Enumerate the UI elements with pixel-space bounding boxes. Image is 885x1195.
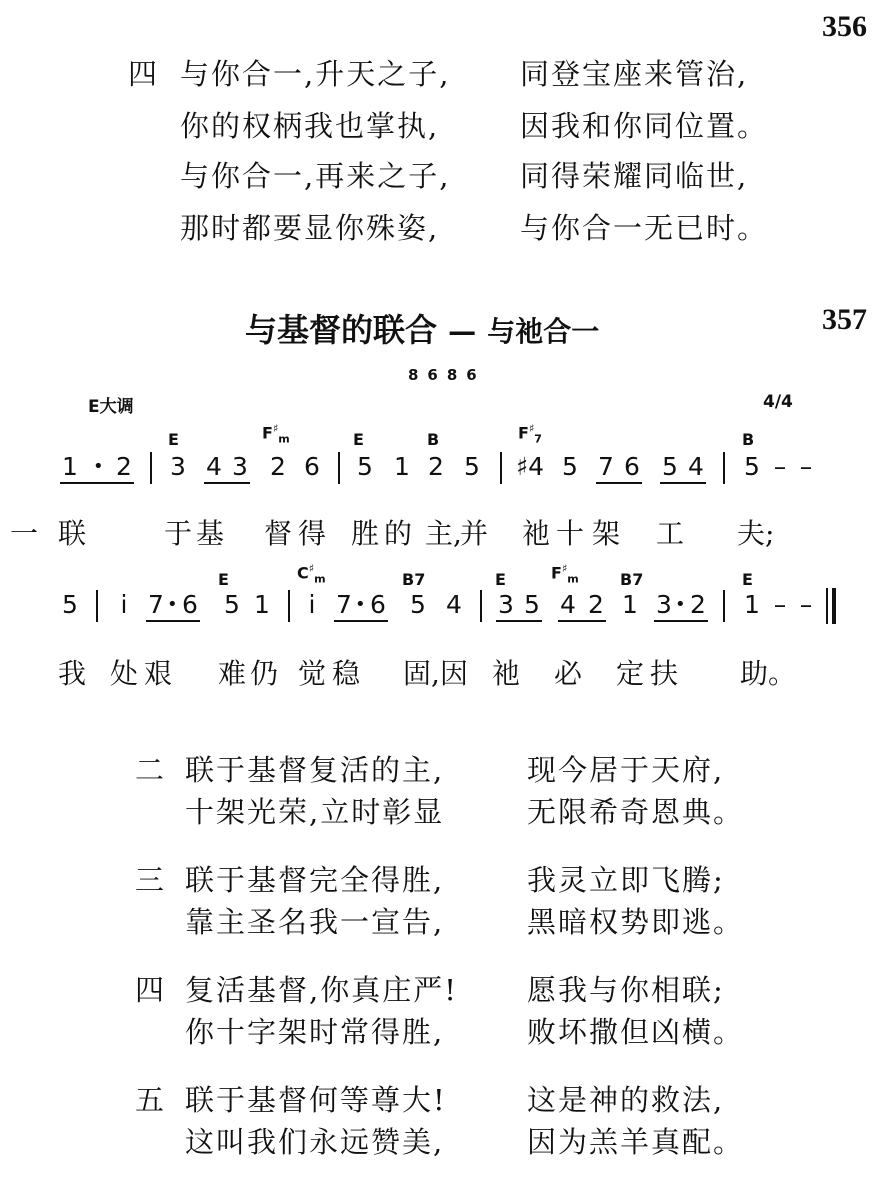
- verse-line-left: 联于基督何等尊大!: [185, 1083, 447, 1117]
- note: 1: [744, 590, 760, 619]
- chord: $F^♯_m$: [262, 422, 290, 446]
- note: 5: [62, 590, 78, 619]
- lyric: 十: [555, 517, 584, 550]
- verse-line-right: 同登宝座来管治,: [520, 57, 749, 91]
- beam-underline: [204, 482, 250, 484]
- lyric: 夫;: [737, 517, 775, 550]
- note: 5: [524, 590, 540, 619]
- note: 3: [498, 590, 514, 619]
- verse-line-right: 与你合一无已时。: [520, 211, 769, 245]
- note: 5: [357, 452, 373, 481]
- note: 2: [588, 590, 604, 619]
- beam-underline: [558, 620, 606, 622]
- lyric: 处: [109, 657, 138, 690]
- title-dash: —: [448, 315, 477, 348]
- note: 1: [394, 452, 410, 481]
- bar-line: [500, 452, 502, 484]
- lyric: 扶: [649, 657, 678, 690]
- lyric: 胜: [350, 517, 379, 550]
- lyric: 并: [459, 517, 488, 550]
- note: 4: [688, 452, 704, 481]
- note-dot: •: [167, 594, 178, 615]
- chord: E: [353, 430, 364, 449]
- beam-underline: [654, 620, 708, 622]
- lyric: 定: [615, 657, 644, 690]
- lyric: 督: [263, 517, 292, 550]
- lyric: 必: [553, 657, 582, 690]
- lyric: 觉: [297, 657, 326, 690]
- beam-underline: [146, 620, 200, 622]
- note: –: [773, 590, 787, 619]
- verse-line-right: 现今居于天府,: [527, 753, 725, 787]
- bar-line: [723, 590, 725, 622]
- verse-line-left: 联于基督完全得胜,: [185, 863, 445, 897]
- verse-line-right: 愿我与你相联;: [527, 973, 725, 1007]
- verse-line-right: 败坏撒但凶横。: [527, 1015, 745, 1049]
- lyric: 工: [655, 517, 684, 550]
- note: 7: [148, 590, 164, 619]
- verse-line-right: 因为羔羊真配。: [527, 1125, 745, 1159]
- note: 2: [270, 452, 286, 481]
- verse-line-left: 你的权柄我也掌执,: [180, 109, 440, 143]
- lyric: 一: [9, 517, 38, 550]
- note: 5: [744, 452, 760, 481]
- chord: B: [742, 430, 755, 449]
- lyric: 的: [383, 517, 412, 550]
- note: 5: [464, 452, 480, 481]
- bar-line: [150, 452, 152, 484]
- beam-underline: [596, 482, 642, 484]
- beam-underline: [334, 620, 388, 622]
- chord: $C^♯_m$: [297, 562, 326, 586]
- note: 1: [254, 590, 270, 619]
- note: 7: [336, 590, 352, 619]
- note: 6: [370, 590, 386, 619]
- bar-line: [723, 452, 725, 484]
- verse-line-left: 十架光荣,立时彰显: [185, 795, 445, 829]
- lyric: 助。: [740, 657, 797, 690]
- lyric: 架: [591, 517, 620, 550]
- time-signature: 4/4: [763, 392, 793, 412]
- lyric: 因: [439, 657, 468, 690]
- note: –: [773, 452, 787, 481]
- note-dot: •: [355, 594, 366, 615]
- verse-line-right: 无限希奇恩典。: [527, 795, 745, 829]
- prev-hymn-number: 356: [822, 10, 867, 43]
- hymn-title-block: [245, 305, 599, 351]
- bar-line: [480, 590, 482, 622]
- beam-underline: [660, 482, 706, 484]
- note: 3: [170, 452, 186, 481]
- note: 4: [446, 590, 462, 619]
- note: 1: [622, 590, 638, 619]
- chord: B7: [402, 570, 426, 589]
- bar-line: [288, 590, 290, 622]
- note-dot: •: [93, 456, 104, 477]
- chord: E: [168, 430, 179, 449]
- bar-line: [96, 590, 98, 622]
- note: 1: [62, 452, 78, 481]
- lyric: 主,: [425, 517, 462, 550]
- verse-number: 四: [135, 973, 165, 1007]
- lyric: 我: [57, 657, 86, 690]
- verse-line-left: 与你合一,升天之子,: [180, 57, 451, 91]
- verse-line-right: 黑暗权势即逃。: [527, 905, 745, 939]
- verse-line-left: 复活基督,你真庄严!: [185, 973, 458, 1007]
- beam-underline: [60, 482, 134, 484]
- verse-line-left: 你十字架时常得胜,: [185, 1015, 445, 1049]
- note: ♯4: [515, 452, 544, 481]
- note: 2: [690, 590, 706, 619]
- chord: E: [495, 570, 506, 589]
- lyric: 祂: [491, 657, 520, 690]
- lyric: 基: [195, 517, 224, 550]
- beam-underline: [496, 620, 542, 622]
- chord: E: [218, 570, 229, 589]
- final-bar-line: [832, 588, 836, 624]
- note: 3: [232, 452, 248, 481]
- chord: $F^♯_m$: [551, 562, 579, 586]
- lyric: 艰: [143, 657, 172, 690]
- note: 3: [656, 590, 672, 619]
- note: 5: [562, 452, 578, 481]
- verse-line-right: 这是神的救法,: [527, 1083, 725, 1117]
- lyric: 联: [57, 517, 86, 550]
- note: –: [799, 452, 813, 481]
- note: 4: [560, 590, 576, 619]
- note: 6: [182, 590, 198, 619]
- key-signature: E大调: [88, 397, 134, 417]
- lyric: 稳: [331, 657, 360, 690]
- note: 2: [116, 452, 132, 481]
- chord: E: [742, 570, 753, 589]
- lyric: 得: [297, 517, 326, 550]
- note: 5: [662, 452, 678, 481]
- final-bar-line: [826, 588, 828, 624]
- verse-number: 五: [135, 1083, 165, 1117]
- hymn-number: 357: [822, 303, 867, 336]
- chord: $F^♯_7$: [518, 422, 542, 446]
- note-dot: •: [675, 594, 686, 615]
- verse-line-right: 同得荣耀同临世,: [520, 159, 749, 193]
- verse-number: 二: [135, 753, 165, 787]
- verse-line-left: 那时都要显你殊姿,: [180, 211, 440, 245]
- verse-number: 三: [135, 863, 165, 897]
- note: 2: [428, 452, 444, 481]
- note: 4: [206, 452, 222, 481]
- verse-line-left: 联于基督复活的主,: [185, 753, 445, 787]
- lyric: 于: [163, 517, 192, 550]
- lyric: 祂: [521, 517, 550, 550]
- note: 5: [410, 590, 426, 619]
- verse-line-left: 靠主圣名我一宣告,: [185, 905, 445, 939]
- note: i: [120, 590, 128, 619]
- hymn-subtitle: 与祂合一: [487, 315, 600, 348]
- note: 6: [624, 452, 640, 481]
- meter: 8686: [408, 366, 486, 384]
- verse-number: 四: [128, 57, 158, 91]
- note: i: [308, 590, 316, 619]
- note: 5: [224, 590, 240, 619]
- verse-line-left: 与你合一,再来之子,: [180, 159, 451, 193]
- lyric: 难: [217, 657, 246, 690]
- note: –: [799, 590, 813, 619]
- verse-line-left: 这叫我们永远赞美,: [185, 1125, 445, 1159]
- note: 7: [598, 452, 614, 481]
- chord: B7: [620, 570, 644, 589]
- verse-line-right: 因我和你同位置。: [520, 109, 769, 143]
- lyric: 仍: [249, 657, 278, 690]
- lyric: 固,: [403, 657, 440, 690]
- note: 6: [304, 452, 320, 481]
- chord: B: [427, 430, 440, 449]
- hymn-title: 与基督的联合: [245, 311, 438, 349]
- bar-line: [338, 452, 340, 484]
- verse-line-right: 我灵立即飞腾;: [527, 863, 725, 897]
